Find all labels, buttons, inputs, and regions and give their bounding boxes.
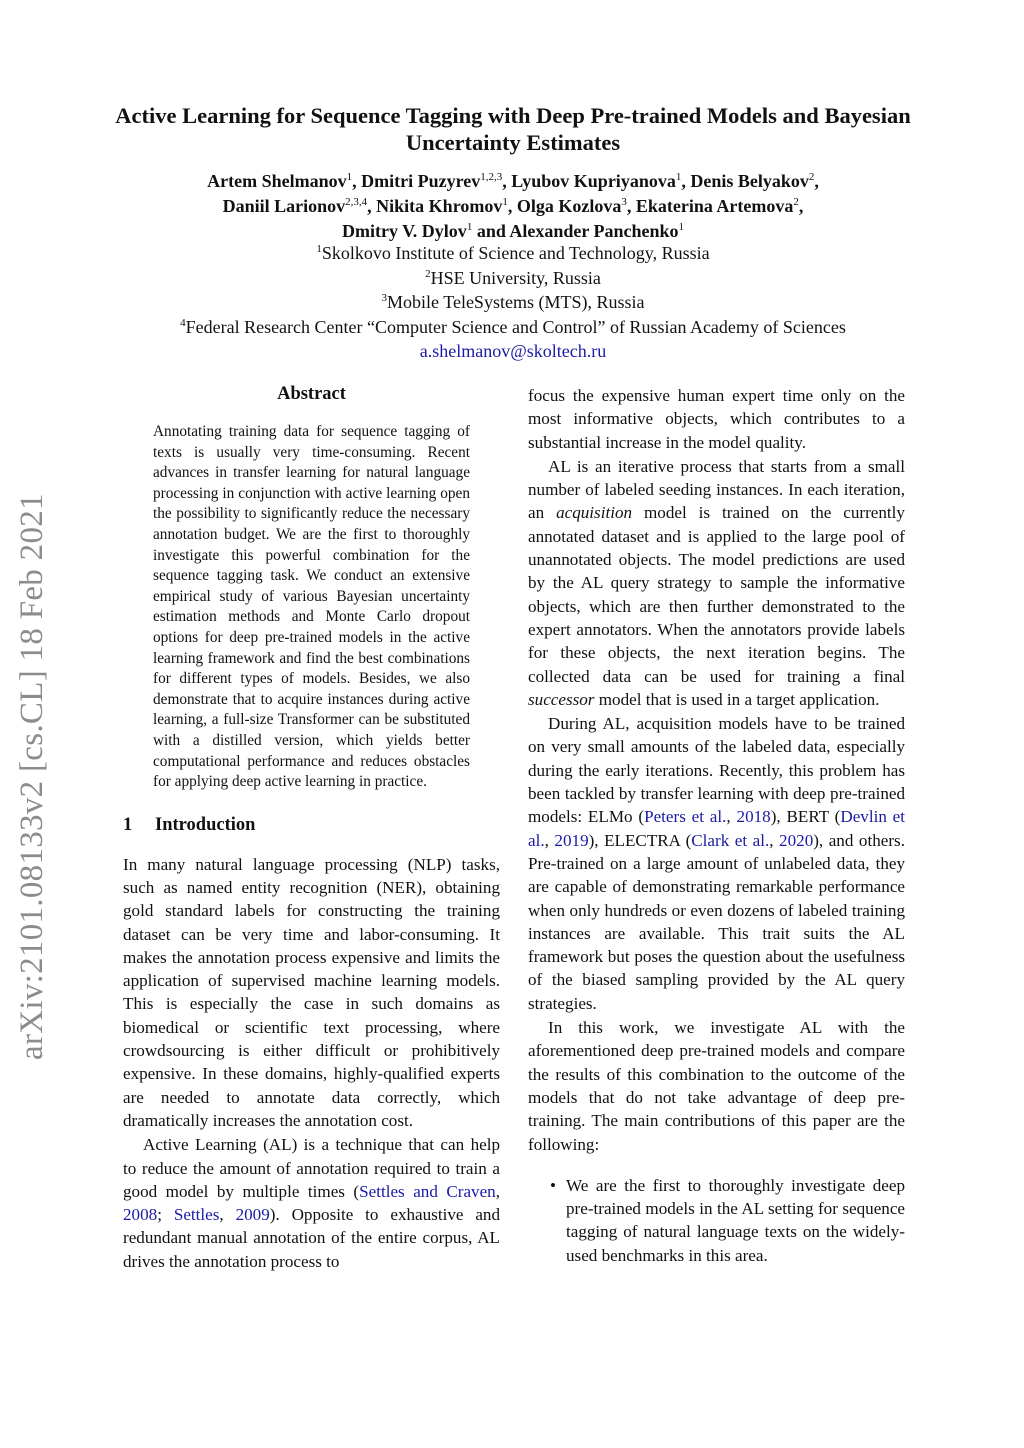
affiliation: $^4$Federal Research Center “Computer Science and Control” of Russian Academy of Sciences xyxy=(180,316,846,337)
email-link[interactable]: a.shelmanov@skoltech.ru xyxy=(419,341,607,361)
intro-paragraph: AL is an iterative process that starts from a small number of labeled seeding instances. In each iteration, an acquisition model is trained on the currently annotated dataset and is applied to the large pool of unannotated objects. The model predictions are used by the AL query strategy to sample the informative objects, which are then further demonstrated to the expert annotators. When the annotators provide labels for these objects, the next iteration begins. The collected data can be used for training a final successor model that is used in a target application. xyxy=(528,456,905,709)
citation-link[interactable]: Clark et al. xyxy=(691,830,770,850)
author: Ekaterina Artemova$^2$, xyxy=(635,196,804,216)
left-column xyxy=(123,382,500,1273)
author: Alexander Panchenko$^1$ xyxy=(509,221,685,241)
citation-link[interactable]: 2009 xyxy=(235,1205,270,1225)
citation-link[interactable]: Settles and Craven xyxy=(359,1181,496,1201)
author: Artem Shelmanov$^1$, xyxy=(207,171,362,191)
intro-paragraph: In many natural language processing (NLP) tasks, such as named entity recognition (NER), obtaining gold standard labels for constructing the training dataset can be very time and labor-consuming. It makes the annotation process expensive and limits the application of supervised machine learning models. This is especially the case in such domains as biomedical or scientific text processing, where crowdsourcing is either difficult or prohibitively expensive. In these domains, highly-qualified experts are needed to annotate data correctly, which dramatically increases the annotation cost. xyxy=(123,854,500,1130)
right-column xyxy=(528,384,905,1267)
affiliation: $^2$HSE University, Russia xyxy=(425,267,601,288)
abstract-text: Annotating training data for sequence tagging of texts is usually very time-consuming. Recent advances in transfer learning for natural language processing in conjunction with active learning open the possibility to significantly reduce the necessary annotation budget. We are the first to thoroughly investigate this powerful combination for the sequence tagging task. We conduct an extensive empirical study of various Bayesian uncertainty estimation methods and Monte Carlo dropout options for deep pre-trained models in the active learning framework and find the best combinations for different types of models. Besides, we also demonstrate that to acquire instances during active learning, a full-size Transformer can be substituted with a distilled version, which yields better computational performance and reduces obstacles for applying deep active learning in practice. xyxy=(153,423,470,791)
intro-paragraph: In this work, we investigate AL with the aforementioned deep pre-trained models and compare the results of this combination to the outcome of the models that do not take advantage of deep pre-training. The main contributions of this paper are the following: xyxy=(528,1018,905,1154)
citation-link[interactable]: 2019 xyxy=(554,830,589,850)
author: Dmitri Puzyrev$^{1,2,3}$, xyxy=(361,171,512,191)
arxiv-identifier: arXiv:2101.08133v2 [cs.CL] 18 Feb 2021 xyxy=(14,493,50,1060)
citation-link[interactable]: 2020 xyxy=(779,830,814,850)
affiliations xyxy=(110,241,916,364)
citation-link[interactable]: 2008 xyxy=(123,1205,158,1225)
list-item: • We are the first to thoroughly investigate deep pre-trained models in the AL setting for sequence tagging of natural language texts on the widely-used benchmarks in this area. xyxy=(550,1175,905,1265)
intro-paragraph: Active Learning (AL) is a technique that can help to reduce the amount of annotation required to train a good model by multiple times (Settles and Craven, 2008; Settles, 2009). Opposite to exhaustive and redundant manual annotation of the entire corpus, AL drives the annotation process to xyxy=(123,1135,501,1271)
author: Dmitry V. Dylov$^1$ and xyxy=(341,221,510,241)
intro-paragraph: focus the expensive human expert time only on the most informative objects, which contributes to a substantial increase in the model quality. xyxy=(528,386,905,452)
affiliation: $^3$Mobile TeleSystems (MTS), Russia xyxy=(381,292,645,312)
bullet-icon: • xyxy=(550,1175,556,1195)
citation-link[interactable]: Peters et al. xyxy=(644,807,727,827)
author: Olga Kozlova$^3$, xyxy=(516,196,636,216)
author: Nikita Khromov$^1$, xyxy=(376,196,517,216)
contributions-list xyxy=(528,1174,905,1267)
citation-link[interactable]: Devlin et al. xyxy=(528,807,906,850)
author: Lyubov Kupriyanova$^1$, xyxy=(511,171,691,191)
paper-title: Active Learning for Sequence Tagging with Deep Pre-trained Models and Bayesian Uncertainty Estimates xyxy=(115,103,911,155)
affiliation: $^1$Skolkovo Institute of Science and Technology, Russia xyxy=(316,243,710,263)
author: Denis Belyakov$^2$, xyxy=(690,171,819,191)
abstract-heading: Abstract xyxy=(277,384,346,404)
citation-link[interactable]: 2018 xyxy=(736,807,771,827)
author-list xyxy=(110,169,916,244)
section-heading-introduction: 1 Introduction xyxy=(123,814,256,835)
author: Daniil Larionov$^{2,3,4}$, xyxy=(222,196,377,216)
citation-link[interactable]: Settles xyxy=(173,1205,220,1225)
intro-paragraph: During AL, acquisition models have to be trained on very small amounts of the labeled data, especially during the early iterations. Recently, this problem has been tackled by transfer learning with deep pre-trained models: ELMo (Peters et al., 2018), BERT (Devlin et al., 2019), ELECTRA (Clark et al., 2020), and others. Pre-trained on a large amount of unlabeled data, they are capable of demonstrating remarkable performance when only hundreds or even dozens of labeled training instances are available. This trait suits the AL framework but poses the question about the usefulness of the biased sampling provided by the AL query strategies. xyxy=(528,714,906,1013)
